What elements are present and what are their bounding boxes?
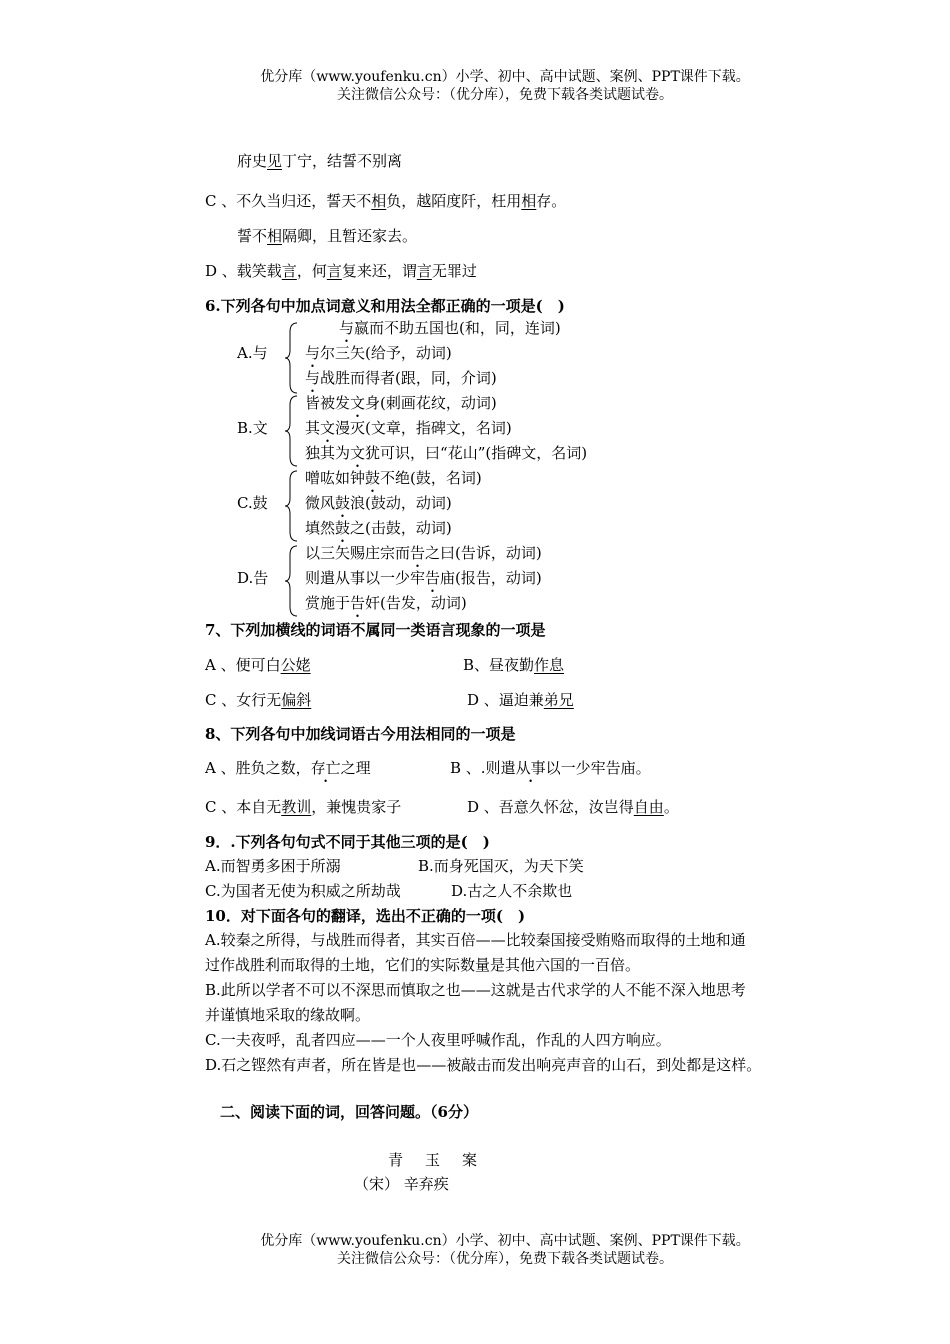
q8-option-b — [450, 758, 651, 778]
q9-option-c: C.为国者无使为积威之所劫哉 — [205, 882, 401, 900]
underlined-word: 言 — [416, 262, 432, 280]
q6-b-line-2 — [305, 418, 512, 438]
underlined-word: 言 — [281, 262, 297, 280]
text: 尔三矢(给予，动词) — [320, 344, 452, 362]
q8-title: 8、下列各句中加线词语古今用法相同的一项是 — [205, 725, 516, 743]
text: D 、吾意久怀忿，汝岂得 — [467, 798, 634, 816]
dotted-word: 文 — [350, 394, 366, 412]
q9-title: 9．.下列各句句式不同于其他三项的是( ) — [205, 833, 490, 851]
footer-line-2: 关注微信公众号：（优分库），免费下载各类试题试卷。 — [337, 1251, 673, 1267]
text: 无罪过 — [431, 262, 477, 280]
q8-option-d — [467, 797, 679, 817]
underlined-word: 偏斜 — [281, 691, 312, 709]
dotted-word: 与 — [339, 319, 355, 337]
dotted-word: 与 — [305, 369, 321, 387]
text: 浪(鼓动，动词) — [350, 494, 452, 512]
q6-d-line-3 — [305, 593, 467, 613]
text: 其 — [305, 419, 321, 437]
dotted-word: 告 — [350, 594, 366, 612]
q5-option-c-line1 — [205, 191, 566, 211]
text: 噌吰如钟 — [305, 469, 366, 487]
text: 丁宁，结誓不别离 — [282, 152, 403, 170]
q6-c-line-3 — [305, 518, 452, 538]
text: 存。 — [536, 192, 567, 210]
q5-b-continuation — [237, 151, 402, 171]
header-line-2: 关注微信公众号：（优分库），免费下载各类试题试卷。 — [337, 87, 673, 103]
text: 之曰(告诉，动词) — [425, 544, 542, 562]
q5-option-c-line2 — [237, 226, 417, 246]
q10-line-2: 过作战胜利而取得的土地，它们的实际数量是其他六国的一百倍。 — [205, 956, 641, 974]
underlined-word: 自由 — [633, 798, 664, 816]
q7-option-c — [205, 690, 311, 710]
q6-c-line-2 — [305, 493, 452, 513]
text: B 、.则遣 — [450, 759, 516, 777]
q8-option-a — [205, 758, 371, 778]
dotted-word: 存亡 — [310, 759, 341, 777]
dotted-word: 鼓 — [365, 469, 381, 487]
q10-line-4: 并谨慎地采取的缘故啊。 — [205, 1006, 371, 1024]
poem-author: （宋） 辛弃疾 — [354, 1175, 449, 1193]
text: A 、便可白 — [205, 656, 281, 674]
dotted-word: 文 — [320, 419, 336, 437]
q6-group-c-label: C.鼓 — [237, 494, 268, 512]
dotted-word: 鼓 — [335, 494, 351, 512]
text: 负，越陌度阡，枉用 — [386, 192, 522, 210]
text: 战胜而得者(跟，同，介词) — [320, 369, 497, 387]
text: 府史 — [237, 152, 268, 170]
brace-a — [284, 322, 298, 394]
underlined-word: 相 — [267, 227, 283, 245]
q6-a-line-1 — [339, 318, 561, 338]
text: 身(刺画花纹，动词) — [365, 394, 497, 412]
q9-option-d: D.古之人不余欺也 — [451, 882, 573, 900]
q10-title: 10．对下面各句的翻译，选出不正确的一项( ) — [205, 907, 526, 925]
q10-line-3: B.此所以学者不可以不深思而慎取之也——这就是古代求学的人不能不深入地思考 — [205, 981, 746, 999]
text: 之(击鼓，动词) — [350, 519, 452, 537]
text: 以三矢赐庄宗而 — [305, 544, 411, 562]
brace-b — [284, 395, 298, 467]
text: 微风 — [305, 494, 336, 512]
dotted-word: 告 — [425, 569, 441, 587]
q9-option-b: B.而身死国灭，为天下笑 — [418, 857, 584, 875]
text: 之理 — [340, 759, 371, 777]
text: D 、逼迫兼 — [467, 691, 544, 709]
underlined-word: 公姥 — [280, 656, 311, 674]
q6-group-b-label: B.文 — [237, 419, 268, 437]
text: 不绝(鼓，名词) — [380, 469, 482, 487]
q5-option-d — [205, 261, 477, 281]
brace-d — [284, 545, 298, 617]
q6-b-line-3 — [305, 443, 587, 463]
text: 皆被发 — [305, 394, 351, 412]
text: B、昼夜勤 — [463, 656, 535, 674]
q6-c-line-1 — [305, 468, 482, 488]
q10-line-5: C.一夫夜呼，乱者四应——一个人夜里呼喊作乱，作乱的人四方响应。 — [205, 1031, 671, 1049]
q6-group-a-label: A.与 — [237, 344, 268, 362]
text: 赏施于 — [305, 594, 351, 612]
q9-option-a: A.而智勇多困于所溺 — [205, 857, 341, 875]
q7-option-a — [205, 655, 311, 675]
text: ，兼愧贵家子 — [311, 798, 402, 816]
underlined-word: 弟兄 — [543, 691, 574, 709]
dotted-word: 与 — [305, 344, 321, 362]
brace-c — [284, 470, 298, 542]
underlined-word: 言 — [326, 262, 342, 280]
q7-option-d — [467, 690, 574, 710]
footer-line-1: 优分库（www.youfenku.cn）小学、初中、高中试题、案例、PPT课件下载。 — [260, 1233, 750, 1249]
text: 犹可识，曰“花山”(指碑文，名词) — [365, 444, 588, 462]
q8-option-c — [205, 797, 401, 817]
dotted-word: 告 — [410, 544, 426, 562]
text: 独其为 — [305, 444, 351, 462]
text: 漫灭(文章，指碑文，名词) — [335, 419, 512, 437]
q6-group-d-label: D.告 — [237, 569, 269, 587]
text: 则遣从事以一少牢 — [305, 569, 426, 587]
text: 。 — [663, 798, 679, 816]
header-line-1: 优分库（www.youfenku.cn）小学、初中、高中试题、案例、PPT课件下载。 — [260, 69, 750, 85]
underlined-word: 教训 — [281, 798, 312, 816]
text: 隔卿，且暂还家去。 — [282, 227, 418, 245]
text: 以一少牢告庙。 — [545, 759, 651, 777]
text: 庙(报告，动词) — [440, 569, 542, 587]
q6-d-line-2 — [305, 568, 542, 588]
q10-line-1: A.较秦之所得，与战胜而得者，其实百倍——比较秦国接受贿赂而取得的土地和通 — [205, 931, 746, 949]
text: ，何 — [296, 262, 327, 280]
underlined-word: 相 — [371, 192, 387, 210]
underlined-word: 作息 — [534, 656, 565, 674]
q6-b-line-1 — [305, 393, 497, 413]
text: C 、女行无 — [205, 691, 282, 709]
dotted-word: 文 — [350, 444, 366, 462]
text: D 、载笑载 — [205, 262, 282, 280]
underlined-word: 见 — [267, 152, 283, 170]
text: 誓不 — [237, 227, 268, 245]
q6-a-line-2 — [305, 343, 452, 363]
poem-title: 青玉案 — [388, 1151, 500, 1169]
section-2-title: 二、阅读下面的词，回答问题。（6分） — [220, 1103, 478, 1121]
text: C 、本自无 — [205, 798, 282, 816]
q6-title: 6.下列各句中加点词意义和用法全都正确的一项是( ) — [205, 297, 565, 315]
dotted-word: 鼓 — [335, 519, 351, 537]
q7-option-b — [463, 655, 564, 675]
q6-d-line-1 — [305, 543, 542, 563]
q10-line-6: D.石之铿然有声者，所在皆是也——被敲击而发出响亮声音的山石，到处都是这样。 — [205, 1056, 762, 1074]
dotted-word: 从事 — [515, 759, 546, 777]
q6-a-line-3 — [305, 368, 497, 388]
text: 奸(告发，动词) — [365, 594, 467, 612]
q7-title: 7、下列加横线的词语不属同一类语言现象的一项是 — [205, 621, 546, 639]
text: A 、胜负之数， — [205, 759, 311, 777]
text: 填然 — [305, 519, 336, 537]
underlined-word: 相 — [521, 192, 537, 210]
text: 复来还，谓 — [341, 262, 417, 280]
text: 嬴而不助五国也(和，同，连词) — [354, 319, 561, 337]
text: C 、不久当归还，誓天不 — [205, 192, 372, 210]
